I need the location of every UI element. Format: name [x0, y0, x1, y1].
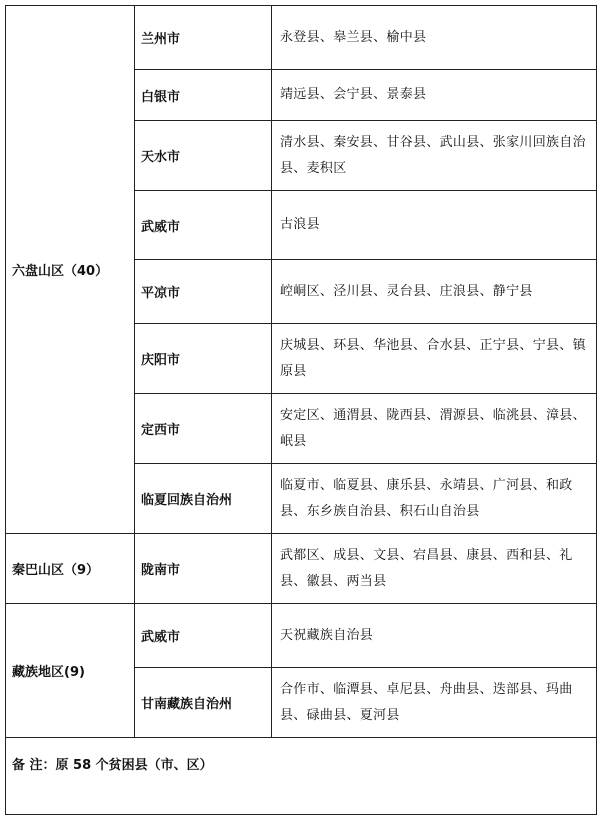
county-list-cell: 临夏市、临夏县、康乐县、永靖县、广河县、和政县、东乡族自治县、积石山自治县	[272, 464, 597, 534]
city-cell: 庆阳市	[135, 324, 272, 394]
county-list-cell: 崆峒区、泾川县、灵台县、庄浪县、静宁县	[272, 260, 597, 324]
region-cell: 六盘山区（40）	[6, 6, 135, 534]
table-row	[6, 604, 597, 668]
city-cell: 临夏回族自治州	[135, 464, 272, 534]
table-row	[6, 738, 597, 815]
county-list-cell: 庆城县、环县、华池县、合水县、正宁县、宁县、镇原县	[272, 324, 597, 394]
city-cell: 甘南藏族自治州	[135, 668, 272, 738]
county-list-cell: 安定区、通渭县、陇西县、渭源县、临洮县、漳县、岷县	[272, 394, 597, 464]
poverty-county-table	[5, 5, 597, 815]
city-cell: 定西市	[135, 394, 272, 464]
table-note: 备 注：原 58 个贫困县（市、区）	[6, 738, 597, 815]
county-list-cell: 古浪县	[272, 191, 597, 260]
table-row	[6, 534, 597, 604]
region-cell: 秦巴山区（9）	[6, 534, 135, 604]
table-row	[6, 6, 597, 70]
county-list-cell: 永登县、皋兰县、榆中县	[272, 6, 597, 70]
city-cell: 天水市	[135, 121, 272, 191]
city-cell: 武威市	[135, 604, 272, 668]
city-cell: 平凉市	[135, 260, 272, 324]
city-cell: 兰州市	[135, 6, 272, 70]
county-list-cell: 靖远县、会宁县、景泰县	[272, 70, 597, 121]
region-cell: 藏族地区(9)	[6, 604, 135, 738]
county-list-cell: 合作市、临潭县、卓尼县、舟曲县、迭部县、玛曲县、碌曲县、夏河县	[272, 668, 597, 738]
county-list-cell: 清水县、秦安县、甘谷县、武山县、张家川回族自治县、麦积区	[272, 121, 597, 191]
county-list-cell: 武都区、成县、文县、宕昌县、康县、西和县、礼县、徽县、两当县	[272, 534, 597, 604]
county-list-cell: 天祝藏族自治县	[272, 604, 597, 668]
city-cell: 武威市	[135, 191, 272, 260]
city-cell: 陇南市	[135, 534, 272, 604]
city-cell: 白银市	[135, 70, 272, 121]
